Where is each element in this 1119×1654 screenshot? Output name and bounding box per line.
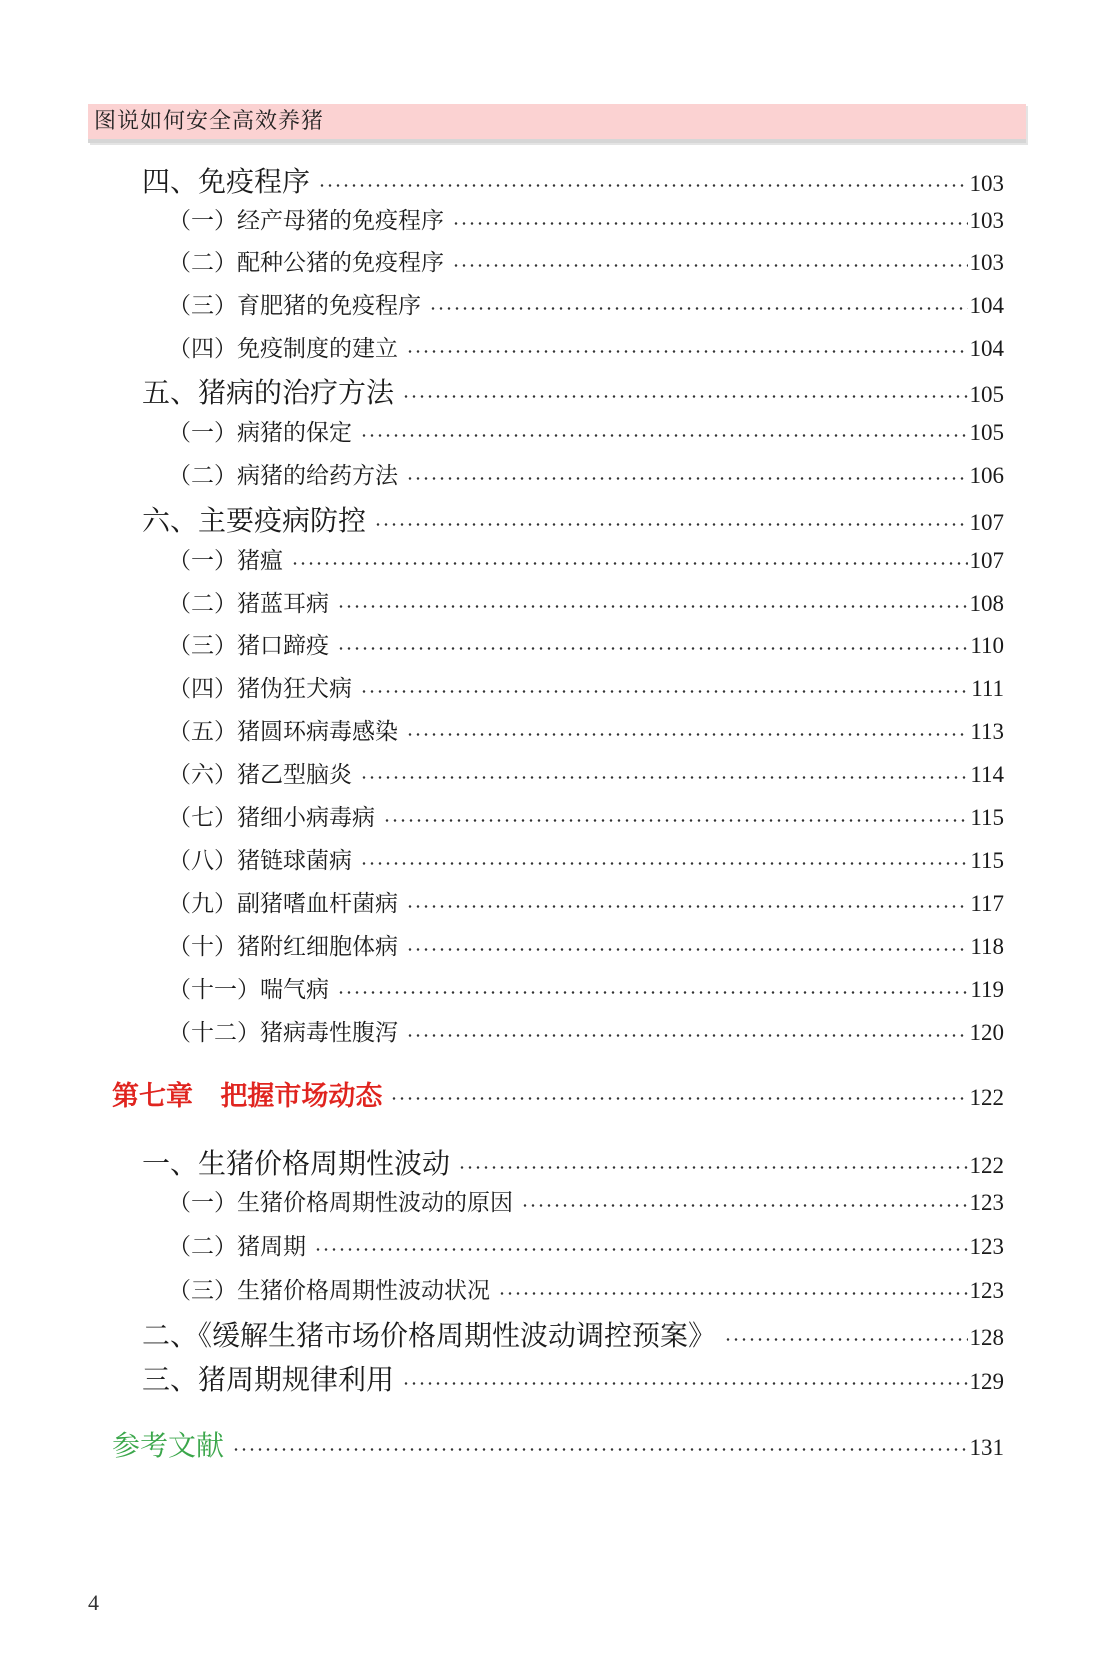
dot-leader <box>406 905 968 908</box>
dot-leader <box>452 222 968 225</box>
toc-entry-subsection[interactable] <box>168 1272 1004 1305</box>
toc-entry-title: （二）病猪的给药方法 <box>168 463 398 489</box>
toc-entry-page: 107 <box>969 510 1004 535</box>
toc-entry-page: 110 <box>970 633 1004 658</box>
toc-entry-page: 105 <box>969 382 1004 407</box>
toc-entry-page: 118 <box>970 934 1004 959</box>
toc-entry-title: （十一）喘气病 <box>168 977 329 1003</box>
toc-entry-title: （二）猪蓝耳病 <box>168 591 329 617</box>
toc-entry-page: 108 <box>969 591 1004 616</box>
toc-entry-subsection[interactable] <box>168 585 1004 618</box>
toc-entry-subsection[interactable] <box>168 799 1004 832</box>
toc-entry-page: 114 <box>970 762 1004 787</box>
toc-entry-title: （一）猪瘟 <box>168 548 283 574</box>
toc-entry-section[interactable] <box>142 371 1004 411</box>
dot-leader <box>360 690 969 693</box>
toc-entry-subsection[interactable] <box>168 287 1004 320</box>
dot-leader <box>390 1097 967 1100</box>
dot-leader <box>498 1292 968 1295</box>
dot-leader <box>406 733 968 736</box>
dot-leader <box>402 395 967 398</box>
toc-entry-page: 122 <box>969 1153 1004 1178</box>
toc-entry-title: 参考文献 <box>112 1429 225 1462</box>
toc-entry-title: （十二）猪病毒性腹泻 <box>168 1020 398 1046</box>
toc-entry-page: 128 <box>969 1325 1004 1350</box>
toc-entry-chapter[interactable] <box>112 1074 1004 1113</box>
dot-leader <box>452 264 968 267</box>
dot-leader <box>291 562 968 565</box>
dot-leader <box>402 1382 967 1385</box>
toc-entry-page: 107 <box>969 548 1004 573</box>
toc-entry-title: （三）生猪价格周期性波动状况 <box>168 1278 490 1304</box>
toc-entry-title: 四、免疫程序 <box>142 165 311 198</box>
toc-entry-title: 三、猪周期规律利用 <box>142 1363 395 1396</box>
dot-leader <box>360 434 968 437</box>
toc-entry-page: 123 <box>969 1234 1004 1259</box>
toc-entry-page: 131 <box>969 1435 1004 1460</box>
toc-entry-subsection[interactable] <box>168 713 1004 746</box>
toc-entry-title: （二）配种公猪的免疫程序 <box>168 250 444 276</box>
dot-leader <box>337 991 968 994</box>
toc-entry-page: 117 <box>970 891 1004 916</box>
toc-entry-title: （十）猪附红细胞体病 <box>168 934 398 960</box>
toc-entry-page: 111 <box>971 676 1004 701</box>
toc-entry-title: 一、生猪价格周期性波动 <box>142 1147 451 1180</box>
toc-entry-page: 129 <box>969 1369 1004 1394</box>
toc-entry-references[interactable] <box>112 1424 1004 1464</box>
toc-entry-subsection[interactable] <box>168 1228 1004 1261</box>
toc-entry-page: 103 <box>969 171 1004 196</box>
toc-entry-section[interactable] <box>142 1142 1004 1182</box>
dot-leader <box>724 1338 967 1341</box>
toc-entry-subsection[interactable] <box>168 330 1004 363</box>
toc-entry-title: （三）育肥猪的免疫程序 <box>168 293 421 319</box>
toc-entry-subsection[interactable] <box>168 202 1004 235</box>
toc-entry-page: 120 <box>969 1020 1004 1045</box>
toc-entry-title: （四）免疫制度的建立 <box>168 336 398 362</box>
dot-leader <box>232 1448 967 1451</box>
dot-leader <box>458 1166 967 1169</box>
toc-entry-subsection[interactable] <box>168 414 1004 447</box>
toc-entry-section[interactable] <box>142 499 1004 539</box>
toc-entry-page: 113 <box>970 719 1004 744</box>
dot-leader <box>318 184 967 187</box>
toc-entry-page: 119 <box>970 977 1004 1002</box>
toc-entry-subsection[interactable] <box>168 885 1004 918</box>
dot-leader <box>406 1034 968 1037</box>
toc-entry-title: 二、《缓解生猪市场价格周期性波动调控预案》 <box>142 1319 717 1352</box>
dot-leader <box>383 819 968 822</box>
toc-entry-page: 103 <box>969 250 1004 275</box>
page-number: 4 <box>88 1590 99 1615</box>
toc-entry-title: （四）猪伪狂犬病 <box>168 676 352 702</box>
book-title: 图说如何安全高效养猪 <box>94 109 325 134</box>
toc-entry-subsection[interactable] <box>168 244 1004 277</box>
toc-entry-page: 123 <box>969 1190 1004 1215</box>
toc-entry-section[interactable] <box>142 160 1004 200</box>
toc-entry-page: 106 <box>969 463 1004 488</box>
toc-entry-page: 115 <box>970 848 1004 873</box>
toc-entry-subsection[interactable] <box>168 542 1004 575</box>
toc-entry-subsection[interactable] <box>168 756 1004 789</box>
dot-leader <box>429 307 968 310</box>
toc-entry-title: （二）猪周期 <box>168 1234 306 1260</box>
toc-entry-page: 115 <box>970 805 1004 830</box>
toc-entry-page: 104 <box>969 293 1004 318</box>
toc-entry-section[interactable] <box>142 1314 1004 1354</box>
toc-entry-title: （一）病猪的保定 <box>168 420 352 446</box>
toc-entry-title: 第七章 把握市场动态 <box>112 1081 383 1112</box>
toc-entry-page: 103 <box>969 208 1004 233</box>
toc-entry-page: 105 <box>969 420 1004 445</box>
toc-entry-subsection[interactable] <box>168 627 1004 660</box>
toc-entry-title: （九）副猪嗜血杆菌病 <box>168 891 398 917</box>
toc-entry-title: （七）猪细小病毒病 <box>168 805 375 831</box>
dot-leader <box>337 647 968 650</box>
toc-entry-title: 六、主要疫病防控 <box>142 504 367 537</box>
dot-leader <box>406 477 968 480</box>
dot-leader <box>374 523 967 526</box>
toc-entry-title: （三）猪口蹄疫 <box>168 633 329 659</box>
toc-entry-title: 五、猪病的治疗方法 <box>142 376 395 409</box>
toc-entry-subsection[interactable] <box>168 971 1004 1004</box>
dot-leader <box>406 948 968 951</box>
toc-entry-subsection[interactable] <box>168 928 1004 961</box>
toc-entry-subsection[interactable] <box>168 842 1004 875</box>
toc-entry-title: （五）猪圆环病毒感染 <box>168 719 398 745</box>
dot-leader <box>521 1204 968 1207</box>
toc-entry-title: （一）生猪价格周期性波动的原因 <box>168 1190 513 1216</box>
toc-entry-subsection[interactable] <box>168 1014 1004 1047</box>
toc-entry-subsection[interactable] <box>168 457 1004 490</box>
dot-leader <box>314 1248 968 1251</box>
dot-leader <box>360 862 968 865</box>
dot-leader <box>360 776 968 779</box>
toc-entry-page: 123 <box>969 1278 1004 1303</box>
toc-entry-section[interactable] <box>142 1358 1004 1398</box>
toc-entry-title: （一）经产母猪的免疫程序 <box>168 208 444 234</box>
toc-entry-page: 122 <box>969 1085 1004 1110</box>
toc-entry-title: （八）猪链球菌病 <box>168 848 352 874</box>
toc-entry-page: 104 <box>969 336 1004 361</box>
toc-entry-subsection[interactable] <box>168 670 1004 703</box>
toc-entry-title: （六）猪乙型脑炎 <box>168 762 352 788</box>
toc-entry-subsection[interactable] <box>168 1184 1004 1217</box>
dot-leader <box>406 350 968 353</box>
dot-leader <box>337 605 968 608</box>
